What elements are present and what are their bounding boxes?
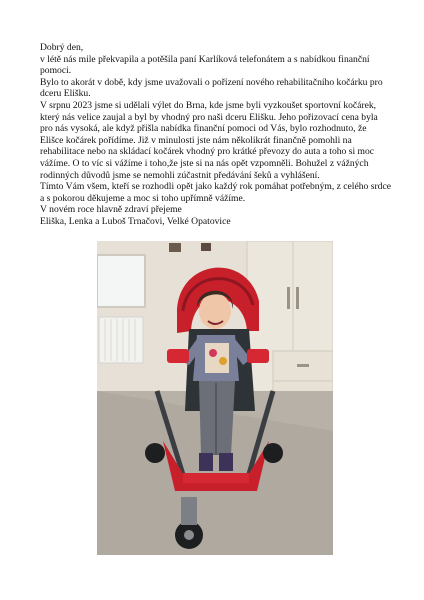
signature: Eliška, Lenka a Luboš Trnačovi, Velké Opatovice bbox=[40, 215, 231, 227]
paragraph-offer: v létě nás mile překvapila a potěšila paní Karlíková telefonátem a s nabídkou finanční pomoci. bbox=[40, 53, 370, 77]
photo-girl-in-stroller bbox=[97, 241, 333, 555]
paragraph-story: V srpnu 2023 jsme si udělali výlet do Brna, kde jsme byli vyzkoušet sportovní kočárek, který nás velice zaujal a byl by vhodný pro naši dceru Elišku. Jeho pořizovací cena byla pro nás vysoká, ale když přišla nabídka finanční pomoci od Vás, bylo rozhodnuto, že Elišce kočárek pořídíme. Již v minulosti jste nám několikrát finančně pomohli na rehabilitace nebo na skládací kočárek vhodný pro krátké převozy do auta a toho si moc vážíme. O to víc si vážíme i toho,že jste si na nás opět vzpomněli. Bohužel z vážných rodinných důvodů jsme se nemohli zúčastnit předávání šeků a vyhlášení. bbox=[40, 99, 378, 181]
paragraph-timing: Bylo to akorát v době, kdy jsme uvažovali o pořízení nového rehabilitačního kočárku pro dceru Elišku. bbox=[40, 76, 383, 100]
letter-body bbox=[40, 42, 392, 228]
new-year-wish: V novém roce hlavně zdraví přejeme bbox=[40, 204, 182, 216]
greeting: Dobrý den, bbox=[40, 42, 84, 53]
paragraph-thanks: Tímto Vám všem, kteří se rozhodli opět jako každý rok pomáhat potřebným, z celého srdce a s pokorou děkujeme a moc si toho upřímně vážíme. bbox=[40, 181, 391, 204]
